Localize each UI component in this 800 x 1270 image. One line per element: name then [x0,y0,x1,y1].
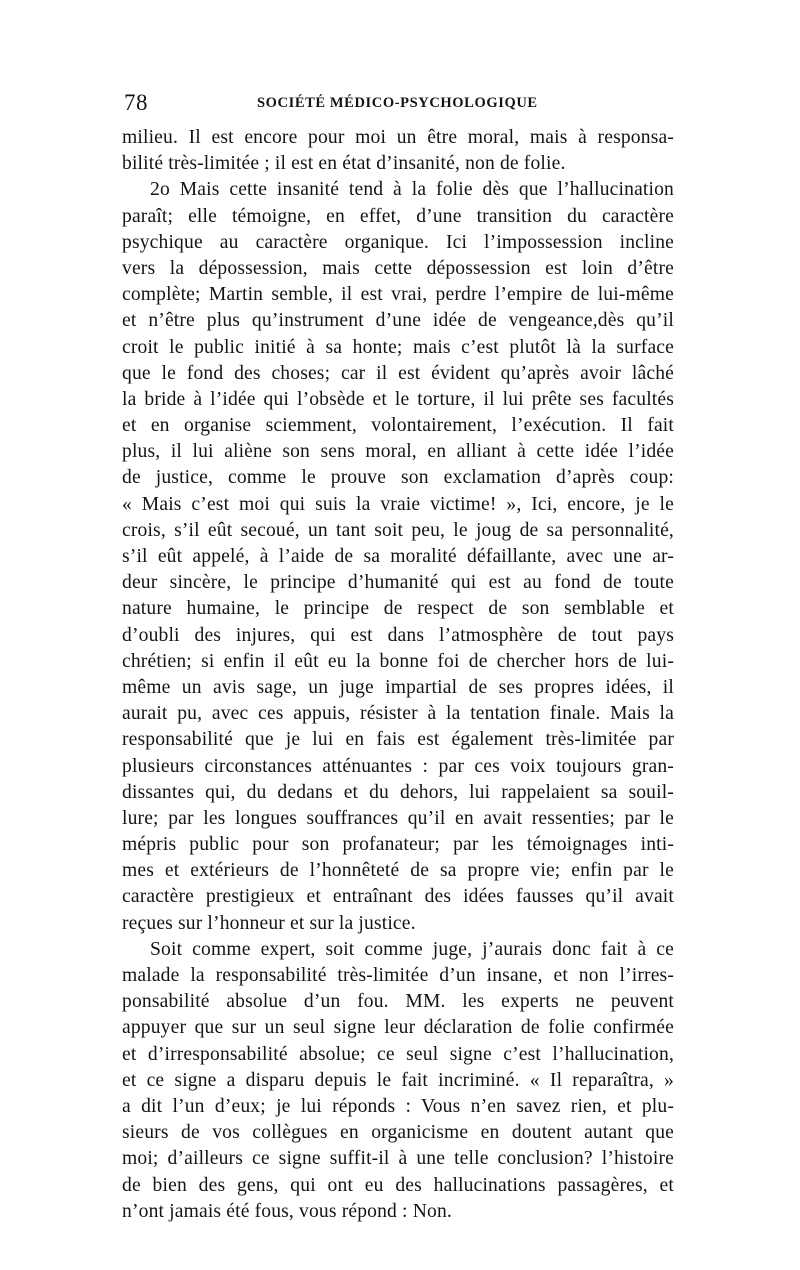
text-line: la bride à l’idée qui l’obsède et le torture, il lui prête ses facultés [122,388,674,410]
page-number: 78 [124,90,148,115]
text-line: responsabilité que je lui en fais est également très-limitée par [122,729,674,751]
text-line: complète; Martin semble, il est vrai, perdre l’empire de lui-même [122,284,674,306]
text-line: et en organise sciemment, volontairement, l’exécution. Il fait [122,415,674,437]
text-line: caractère prestigieux et entraînant des idées fausses qu’il avait [122,886,674,908]
text-line: appuyer que sur un seul signe leur déclaration de folie confirmée [122,1017,674,1039]
text-line: chrétien; si enfin il eût eu la bonne foi de chercher hors de lui- [122,650,674,672]
text-line: s’il eût appelé, à l’aide de sa moralité défaillante, avec une ar- [122,546,674,567]
text-line: et n’être plus qu’instrument d’une idée de vengeance,dès qu’il [122,310,674,332]
text-line: mes et extérieurs de l’honnêteté de sa propre vie; enfin par le [122,860,674,882]
text-line: sieurs de vos collègues en organicisme en doutent autant que [122,1122,674,1144]
text-line: d’oubli des injures, qui est dans l’atmosphère de tout pays [122,624,674,646]
text-line: que le fond des choses; car il est évident qu’après avoir lâché [122,362,674,384]
text-line: a dit l’un d’eux; je lui réponds : Vous n’en savez rien, et plu- [122,1095,674,1117]
running-head: SOCIÉTÉ MÉDICO-PSYCHOLOGIQUE [257,95,538,111]
text-line: vers la dépossession, mais cette dépossession est loin d’être [122,257,674,279]
text-line: crois, s’il eût secoué, un tant soit peu, le joug de sa personnalité, [122,519,674,541]
text-line: « Mais c’est moi qui suis la vraie victime! », Ici, encore, je le [122,493,674,515]
text-line: nature humaine, le principe de respect de son semblable et [122,598,674,620]
text-line: deur sincère, le principe d’humanité qui est au fond de toute [122,572,674,594]
text-line: reçues sur l’honneur et sur la justice. [122,912,416,934]
text-line: plus, il lui aliène son sens moral, en alliant à cette idée l’idée [122,441,674,463]
text-line: et ce signe a disparu depuis le fait incriminé. « Il reparaîtra, » [122,1069,674,1091]
text-line: de justice, comme le prouve son exclamation d’après coup: [122,467,674,489]
paragraph-start-line: Soit comme expert, soit comme juge, j’aurais donc fait à ce [150,938,674,960]
text-line: n’ont jamais été fous, vous répond : Non. [122,1200,452,1222]
text-line: bilité très-limitée ; il est en état d’insanité, non de folie. [122,153,566,175]
text-line: mépris public pour son profanateur; par les témoignages inti- [122,834,674,856]
text-line: psychique au caractère organique. Ici l’impossession incline [122,231,674,253]
page-header [122,88,674,120]
body-text [122,125,674,1225]
text-line: dissantes qui, du dedans et du dehors, lui rappelaient sa souil- [122,781,674,803]
text-line: même un avis sage, un juge impartial de ses propres idées, il [122,676,674,698]
text-line: ponsabilité absolue d’un fou. MM. les experts ne peuvent [122,991,674,1013]
text-line: milieu. Il est encore pour moi un être moral, mais à responsa- [122,127,674,148]
text-line: et d’irresponsabilité absolue; ce seul signe c’est l’hallucination, [122,1043,674,1065]
text-line: aurait pu, avec ces appuis, résister à la tentation finale. Mais la [122,703,674,725]
text-line: paraît; elle témoigne, en effet, d’une transition du caractère [122,205,674,227]
text-line: moi; d’ailleurs ce signe suffit-il à une telle conclusion? l’histoire [122,1148,674,1170]
text-line: lure; par les longues souffrances qu’il en avait ressenties; par le [122,807,674,829]
paragraph-start-line: 2o Mais cette insanité tend à la folie dès que l’hallucination [150,179,674,201]
text-line: croit le public initié à sa honte; mais c’est plutôt là la surface [122,336,674,358]
text-line: malade la responsabilité très-limitée d’un insane, et non l’irres- [122,965,674,986]
text-line: de bien des gens, qui ont eu des hallucinations passagères, et [122,1174,674,1196]
text-line: plusieurs circonstances atténuantes : par ces voix toujours gran- [122,755,674,777]
